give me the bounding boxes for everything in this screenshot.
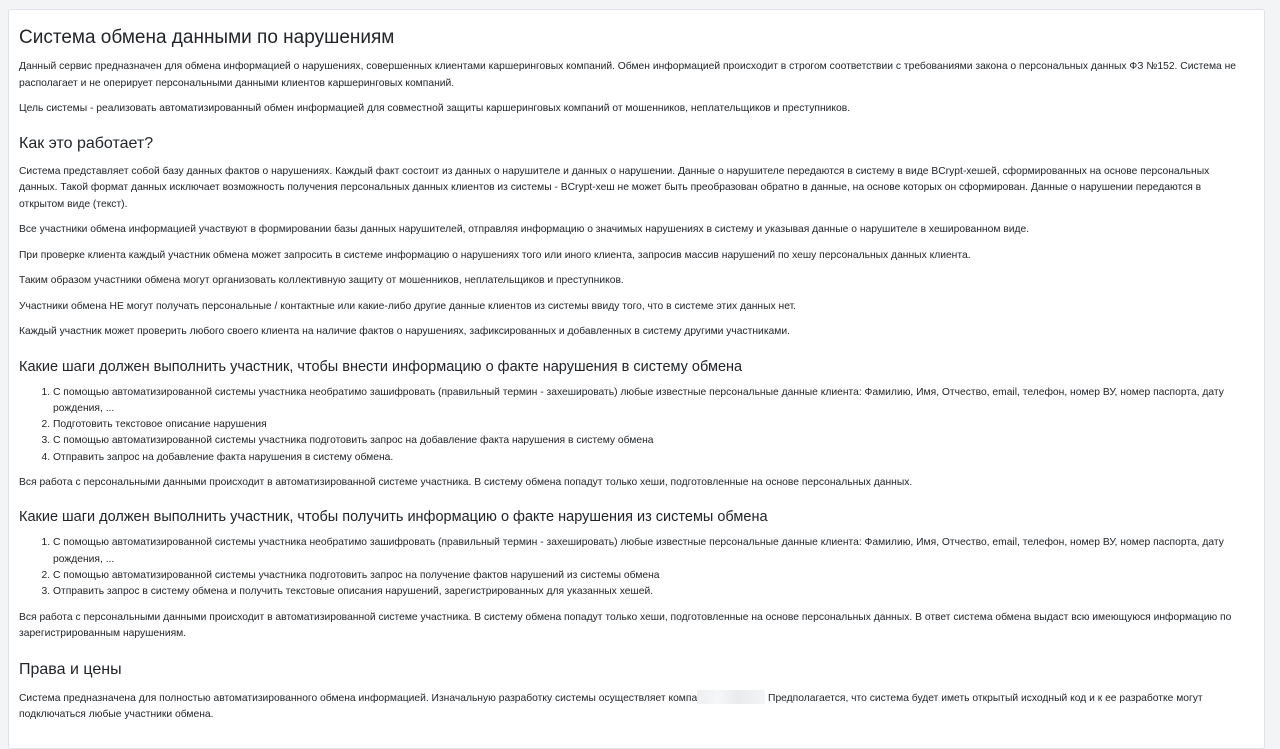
rights-text-before: Система предназначена для полностью автоматизированного обмена информацией. Изначальную разработку системы осуществляет компа	[19, 692, 698, 704]
submit-steps-list	[19, 385, 1244, 466]
get-steps-list	[19, 535, 1244, 600]
intro-paragraph-2: Цель системы - реализовать автоматизированный обмен информацией для совместной защиты каршеринговых компаний от мошенников, неплательщиков и преступников.	[19, 103, 851, 114]
list-item: 2. С помощью автоматизированной системы участника подготовить запрос на получение фактов нарушений из системы обмена	[53, 568, 1244, 584]
page-title: Система обмена данными по нарушениям	[19, 27, 395, 48]
how-it-works-heading: Как это работает?	[19, 134, 154, 152]
list-item: 1. С помощью автоматизированной системы участника необратимо зашифровать (правильный термин - захешировать) любые известные персональные данные клиента: Фамилию, Имя, Отчество, email, телефон, номер ВУ, номер паспорта, дату рождения, ...	[53, 535, 1244, 568]
rights-text-after: Предполагается, что система будет иметь открытый исходный код и к ее разработке могут подключаться любые участники обмена.	[19, 692, 1203, 721]
list-item: 2. Подготовить текстовое описание нарушения	[53, 417, 1244, 433]
rights-paragraph	[19, 690, 1244, 724]
get-steps-heading: Какие шаги должен выполнить участник, чтобы получить информацию о факте нарушения из системы обмена	[19, 509, 768, 526]
get-steps-note: Вся работа с персональными данными происходит в автоматизированной системе участника. В систему обмена попадут только хеши, подготовленные на основе персональных данных. В ответ система обмена выдаст всю имеющуюся информацию по зарегистрированным нарушениям.	[19, 611, 1232, 640]
rights-heading: Права и цены	[19, 660, 122, 678]
content-card	[8, 9, 1265, 749]
how-it-works-paragraph: Таким образом участники обмена могут организовать коллективную защиту от мошенников, неплательщиков и преступников.	[19, 275, 624, 286]
submit-steps-heading: Какие шаги должен выполнить участник, чтобы внести информацию о факте нарушения в систему обмена	[19, 358, 743, 375]
list-item: 4. Отправить запрос на добавление факта нарушения в систему обмена.	[53, 450, 1244, 466]
submit-steps-note: Вся работа с персональными данными происходит в автоматизированной системе участника. В систему обмена попадут только хеши, подготовленные на основе персональных данных.	[19, 476, 913, 488]
how-it-works-paragraph: При проверке клиента каждый участник обмена может запросить в системе информацию о нарушениях того или иного клиента, запросив массив нарушений по хешу персональных данных клиента.	[19, 249, 971, 261]
how-it-works-paragraph: Участники обмена НЕ могут получать персональные / контактные или какие-либо другие данные клиентов из системы ввиду того, что в системе этих данных нет.	[19, 300, 797, 312]
how-it-works-paragraph: Каждый участник может проверить любого своего клиента на наличие фактов о нарушениях, зафиксированных и добавленных в систему другими участниками.	[19, 326, 790, 337]
list-item: 3. С помощью автоматизированной системы участника подготовить запрос на добавление факта нарушения в систему обмена	[53, 433, 1244, 449]
how-it-works-paragraph: Система представляет собой базу данных фактов о нарушениях. Каждый факт состоит из данных о нарушителе и данных о нарушении. Данные о нарушителе передаются в систему в виде BCrypt-хешей, сформированных на основе персональных данных. Такой формат данных исключает возможность получения персональных данных клиентов из системы - BCrypt-хеш не может быть преобразован обратно в данные, на основе которых он сформирован. Данные о нарушении передаются в открытом виде (текст).	[19, 165, 1210, 210]
intro-paragraph-1: Данный сервис предназначен для обмена информацией о нарушениях, совершенных клиентами каршеринговых компаний. Обмен информацией происходит в строгом соответствии с требованиями закона о персональных данных ФЗ №152. Система не располагает и не оперирует персональными данными клиентов каршеринговых компаний.	[19, 61, 1237, 89]
how-it-works-paragraph: Все участники обмена информацией участвуют в формировании базы данных нарушителей, отправляя информацию о значимых нарушениях в систему и указывая данные о нарушителе в хешированном виде.	[19, 224, 1030, 235]
redacted-company-name	[697, 690, 765, 704]
list-item: 3. Отправить запрос в систему обмена и получить текстовые описания нарушений, зарегистрированных для указанных хешей.	[53, 584, 1244, 600]
list-item: 1. С помощью автоматизированной системы участника необратимо зашифровать (правильный термин - захешировать) любые известные персональные данные клиента: Фамилию, Имя, Отчество, email, телефон, номер ВУ, номер паспорта, дату рождения, ...	[53, 385, 1244, 418]
